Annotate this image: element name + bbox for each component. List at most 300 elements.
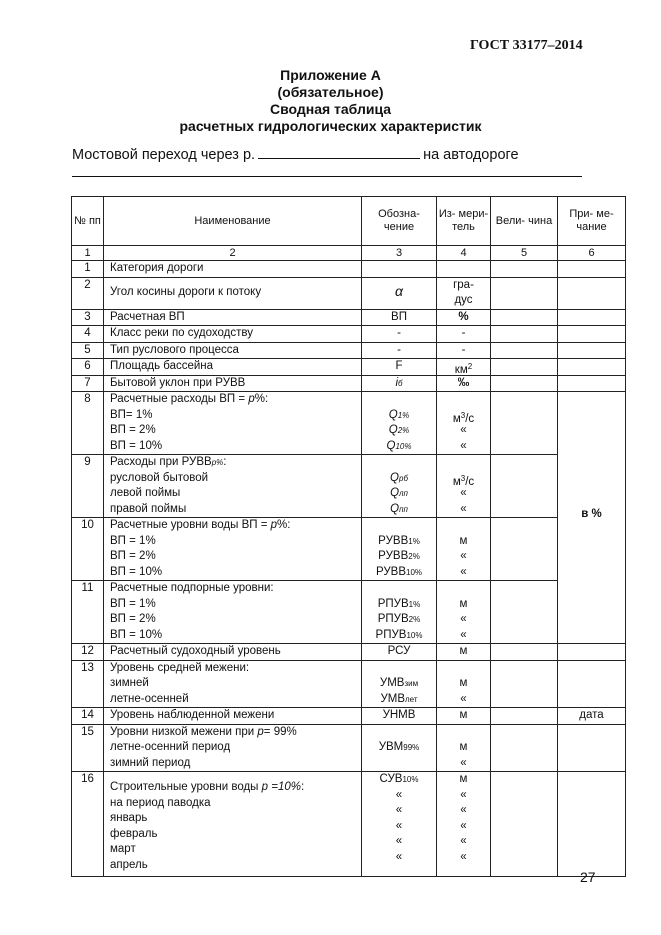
symbol-base: РПУВ <box>377 613 409 625</box>
row-value <box>491 309 558 326</box>
unit-text: « <box>460 788 467 801</box>
unit-base: % <box>458 310 469 323</box>
unit-text <box>437 486 490 502</box>
symbol-base: - <box>397 343 401 356</box>
symbol-subscript: лет <box>405 694 418 704</box>
row-name-subscript: p% <box>211 458 224 467</box>
symbol-subscript: 2% <box>397 426 410 435</box>
unit-text: дус <box>454 294 473 306</box>
row-name <box>104 277 362 309</box>
row-designation <box>362 342 437 359</box>
designation-symbol <box>362 502 436 518</box>
row-name <box>104 518 362 581</box>
unit-text <box>437 471 490 487</box>
symbol-base: - <box>397 327 401 339</box>
row-name-italic: p <box>257 725 264 738</box>
symbol-subscript: 10% <box>406 567 423 577</box>
row-spacer <box>437 518 490 534</box>
row-designation <box>362 518 437 581</box>
unit-text <box>437 676 490 692</box>
row-spacer <box>362 661 436 677</box>
row-note <box>558 724 626 772</box>
row-unit <box>437 342 491 359</box>
table-row <box>72 277 626 309</box>
row-designation <box>362 309 437 326</box>
row-designation <box>362 644 437 661</box>
row-value <box>491 455 558 518</box>
row-number: 1 <box>72 261 104 278</box>
row-name-text <box>110 518 361 534</box>
table-header-row <box>72 197 626 246</box>
row-number: 14 <box>72 708 104 725</box>
row-sub-label: ВП = 1% <box>110 597 156 610</box>
symbol-base: РПУВ <box>377 597 409 610</box>
symbol-subscript: 10% <box>406 630 423 640</box>
row-designation <box>362 581 437 644</box>
symbol-subscript: 10% <box>402 775 419 784</box>
row-spacer <box>362 725 436 741</box>
row-name-main: Угол косины дороги к потоку <box>110 285 262 298</box>
unit-base: м <box>459 677 468 689</box>
designation-symbol <box>362 408 436 424</box>
row-name-end: %: <box>277 519 291 531</box>
row-spacer <box>362 392 436 408</box>
row-unit <box>437 326 491 343</box>
designation-symbol <box>362 549 436 565</box>
unit-text: гра- <box>453 278 474 291</box>
row-value <box>491 375 558 392</box>
row-designation <box>362 660 437 708</box>
row-name <box>104 342 362 359</box>
unit-text <box>437 692 490 708</box>
row-value <box>491 518 558 581</box>
row-note <box>558 660 626 708</box>
symbol-base: Q <box>390 502 400 515</box>
unit-base: « <box>460 487 467 499</box>
symbol-base: α <box>395 282 403 299</box>
row-unit <box>437 644 491 661</box>
designation-symbol <box>362 423 436 439</box>
row-name <box>104 581 362 644</box>
column-number: 3 <box>362 246 437 261</box>
column-number: 6 <box>558 246 626 261</box>
unit-base: « <box>460 550 467 562</box>
designation-symbol <box>362 708 436 724</box>
appendix-title: Приложение А <box>280 67 381 83</box>
row-value <box>491 277 558 309</box>
row-value <box>491 772 558 877</box>
row-name-end: %: <box>254 393 269 405</box>
unit-text: « <box>460 819 467 832</box>
unit-text <box>437 310 490 326</box>
row-value <box>491 581 558 644</box>
row-note <box>558 342 626 359</box>
row-designation <box>362 392 437 455</box>
unit-text <box>437 565 490 581</box>
row-name-italic: p <box>270 519 278 531</box>
row-name-text <box>110 581 361 597</box>
row-name <box>104 392 362 455</box>
row-number: 10 <box>72 518 104 581</box>
unit-text <box>437 534 490 550</box>
designation-symbol <box>362 471 436 487</box>
symbol-base: УМВ <box>379 677 405 689</box>
column-number: 2 <box>104 246 362 261</box>
unit-text <box>437 408 490 424</box>
row-name-main: Бытовой уклон при РУВВ <box>110 376 246 389</box>
row-sub-label: февраль <box>110 827 158 840</box>
header-note: При- ме- чание <box>558 197 626 246</box>
unit-superscript: 2 <box>467 362 473 371</box>
row-name <box>104 359 362 376</box>
symbol-base: Q <box>390 471 399 484</box>
row-name-text <box>110 376 361 392</box>
designation-symbol <box>362 676 436 692</box>
row-name-text <box>110 278 361 301</box>
row-name <box>104 660 362 708</box>
row-name-main: Уровни низкой межени при <box>110 725 255 738</box>
designation-symbol <box>362 597 436 613</box>
header-designation: Обозна- чение <box>362 197 437 246</box>
row-unit <box>437 392 491 455</box>
row-name-end: : <box>223 456 227 468</box>
column-number-row <box>72 246 626 261</box>
row-unit <box>437 375 491 392</box>
unit-text <box>437 644 490 660</box>
designation-symbol <box>362 644 436 660</box>
unit-text <box>437 549 490 565</box>
row-note <box>558 261 626 278</box>
row-sub-label: ВП = 2% <box>110 424 156 436</box>
row-note <box>558 772 626 877</box>
row-sub-label: март <box>110 843 136 855</box>
designation-symbol <box>362 343 436 359</box>
row-note <box>558 309 626 326</box>
header-no: № пп <box>72 197 104 246</box>
row-number: 16 <box>72 772 104 877</box>
row-designation <box>362 326 437 343</box>
row-name-text <box>110 326 361 342</box>
unit-base: м <box>452 475 461 488</box>
row-note <box>558 644 626 661</box>
unit-text: « <box>460 804 467 816</box>
row-unit <box>437 724 491 772</box>
row-spacer <box>437 661 490 677</box>
unit-text: « <box>460 835 467 847</box>
row-designation <box>362 261 437 278</box>
row-number: 4 <box>72 326 104 343</box>
column-number: 1 <box>72 246 104 261</box>
symbol-subscript: 99% <box>403 743 420 752</box>
header-unit: Из- мери- тель <box>437 197 491 246</box>
designation-symbol <box>362 692 436 708</box>
row-designation <box>362 359 437 376</box>
row-name-text <box>110 708 361 724</box>
symbol-subscript: лп <box>399 489 408 498</box>
row-name-text <box>110 359 361 375</box>
designation-symbol: « <box>395 788 403 801</box>
table-row <box>72 660 626 708</box>
row-name-text <box>110 661 361 677</box>
row-unit <box>437 581 491 644</box>
designation-symbol <box>362 565 436 581</box>
table-row <box>72 309 626 326</box>
unit-base: м <box>459 534 468 547</box>
symbol-base: РУВВ <box>375 565 407 578</box>
unit-text <box>437 502 490 518</box>
row-sub-label: на период паводка <box>110 796 211 809</box>
row-unit <box>437 261 491 278</box>
unit-base: « <box>460 439 467 452</box>
table-title: Сводная таблица <box>269 101 392 117</box>
unit-base: - <box>461 343 466 356</box>
unit-text <box>437 756 490 772</box>
subject-middle: на автодороге <box>423 147 519 163</box>
row-sub-label: зимней <box>110 677 149 689</box>
row-sub-label: летне-осенний период <box>110 741 231 753</box>
designation-symbol: « <box>395 835 403 847</box>
symbol-subscript: 1% <box>397 410 410 420</box>
standard-number: ГОСТ 33177–2014 <box>470 38 583 53</box>
symbol-subscript: 2% <box>408 615 421 624</box>
row-note: дата <box>558 708 626 725</box>
row-number: 7 <box>72 375 104 392</box>
row-name-main: Расчетная ВП <box>110 310 185 323</box>
row-name <box>104 309 362 326</box>
symbol-base: УНМВ <box>382 709 416 721</box>
row-name <box>104 326 362 343</box>
symbol-subscript: 2% <box>408 552 420 561</box>
symbol-subscript: зим <box>404 679 419 688</box>
row-name-text <box>110 644 361 660</box>
symbol-base: ВП <box>391 310 407 323</box>
symbol-subscript: 1% <box>408 599 421 609</box>
row-sub-label: ВП = 10% <box>110 565 163 578</box>
table-subtitle: расчетных гидрологических характеристик <box>179 118 482 134</box>
unit-base: м <box>452 412 461 425</box>
unit-text <box>437 628 490 644</box>
row-sub-label: ВП = 1% <box>110 534 156 547</box>
row-name <box>104 772 362 877</box>
table-row <box>72 708 626 725</box>
row-spacer <box>362 455 436 471</box>
row-name-main: Расчетные подпорные уровни: <box>110 582 274 594</box>
row-designation <box>362 708 437 725</box>
row-number: 13 <box>72 660 104 708</box>
symbol-base: УМВ <box>380 692 406 705</box>
row-name <box>104 261 362 278</box>
row-number: 2 <box>72 277 104 309</box>
row-sub-label: зимний период <box>110 756 191 769</box>
row-value <box>491 326 558 343</box>
row-value <box>491 261 558 278</box>
row-sub-label: ВП = 10% <box>110 628 163 641</box>
row-sub-label: летне-осенней <box>110 692 189 705</box>
subject-prefix: Мостовой переход через р. <box>72 147 256 163</box>
symbol-subscript: б <box>398 378 403 388</box>
symbol-subscript: рб <box>399 473 408 483</box>
row-spacer <box>362 518 436 534</box>
row-value <box>491 724 558 772</box>
row-spacer <box>362 581 436 597</box>
page-number: 27 <box>580 869 596 885</box>
unit-text <box>437 423 490 439</box>
table-row <box>72 518 626 581</box>
appendix-status: (обязательное) <box>277 84 384 100</box>
table-row <box>72 359 626 376</box>
row-sub-label: русловой бытовой <box>110 471 209 484</box>
row-number: 6 <box>72 359 104 376</box>
symbol-base: i <box>395 376 399 389</box>
designation-symbol: « <box>395 804 403 816</box>
row-designation <box>362 724 437 772</box>
row-sub-label: ВП= 1% <box>110 408 153 421</box>
symbol-base: РПУВ <box>375 628 407 641</box>
unit-text <box>437 326 490 342</box>
row-unit <box>437 309 491 326</box>
row-name-main: Категория дороги <box>110 262 204 274</box>
table-row <box>72 392 626 455</box>
row-name-main: Строительные уровни воды <box>110 781 259 793</box>
row-spacer <box>437 455 490 471</box>
table-row <box>72 772 626 877</box>
row-number: 8 <box>72 392 104 455</box>
row-unit <box>437 772 491 877</box>
row-spacer <box>437 581 490 597</box>
designation-symbol <box>362 628 436 644</box>
table-row <box>72 581 626 644</box>
designation-symbol <box>362 486 436 502</box>
row-name-main: Расходы при РУВВ <box>110 456 212 468</box>
unit-base: ‰ <box>457 376 470 389</box>
row-unit <box>437 518 491 581</box>
row-value <box>491 342 558 359</box>
unit-superscript: 3 <box>460 410 466 420</box>
header-value: Вели- чина <box>491 197 558 246</box>
unit-base: « <box>460 424 467 436</box>
row-name <box>104 455 362 518</box>
symbol-base: РУВВ <box>378 534 409 547</box>
row-name-main: Уровень средней межени: <box>110 661 250 674</box>
unit-text <box>437 740 490 756</box>
row-name-end: = 99% <box>263 725 297 738</box>
row-name-main: Площадь бассейна <box>110 360 214 372</box>
row-name-text <box>110 343 361 359</box>
row-name-text <box>110 455 361 471</box>
unit-base: м <box>459 645 468 657</box>
designation-symbol <box>362 756 436 772</box>
subject-line-text <box>72 144 519 163</box>
unit-text <box>437 708 490 724</box>
column-number: 5 <box>491 246 558 261</box>
row-name-text <box>110 310 361 326</box>
row-note <box>558 375 626 392</box>
row-spacer <box>110 772 361 780</box>
row-name <box>104 708 362 725</box>
symbol-subscript: пп <box>399 504 408 514</box>
row-unit <box>437 455 491 518</box>
unit-end: /с <box>465 412 475 425</box>
row-note <box>558 392 626 644</box>
symbol-subscript: 1% <box>408 536 420 546</box>
row-note <box>558 326 626 343</box>
unit-end: /с <box>465 475 475 488</box>
row-value <box>491 392 558 455</box>
row-name-main: Уровень наблюденной межени <box>110 709 275 721</box>
row-spacer <box>437 725 490 741</box>
unit-text <box>437 439 490 455</box>
symbol-base: Q <box>388 408 398 421</box>
row-sub-label: апрель <box>110 858 148 871</box>
symbol-base: РСУ <box>387 645 411 657</box>
unit-text <box>437 359 490 375</box>
row-sub-label: январь <box>110 812 148 824</box>
row-note <box>558 359 626 376</box>
designation-symbol <box>362 534 436 550</box>
column-number: 4 <box>437 246 491 261</box>
designation-symbol <box>362 326 436 342</box>
row-value <box>491 660 558 708</box>
row-name <box>104 644 362 661</box>
designation-symbol <box>362 359 436 375</box>
unit-base: « <box>460 692 467 705</box>
row-name <box>104 375 362 392</box>
row-number: 12 <box>72 644 104 661</box>
hydrology-table <box>71 196 626 877</box>
table-row <box>72 326 626 343</box>
unit-base: м <box>459 741 468 753</box>
row-number: 3 <box>72 309 104 326</box>
unit-superscript: 3 <box>460 473 466 483</box>
road-name-blank <box>72 176 582 177</box>
row-name-end: : <box>300 781 305 793</box>
unit-base: « <box>460 756 467 769</box>
row-name-italic: p =10% <box>261 781 301 793</box>
unit-text: « <box>460 850 467 863</box>
table-row <box>72 644 626 661</box>
row-name-main: Расчетный судоходный уровень <box>110 645 281 657</box>
symbol-base: F <box>395 360 403 372</box>
unit-base: км <box>454 364 468 376</box>
row-unit <box>437 708 491 725</box>
designation-symbol <box>362 278 436 300</box>
designation-symbol <box>362 439 436 455</box>
row-number: 9 <box>72 455 104 518</box>
row-name-main: Расчетные расходы ВП = <box>110 393 246 405</box>
river-name-blank <box>258 144 420 159</box>
designation-symbol: « <box>395 850 403 863</box>
designation-symbol <box>362 612 436 628</box>
unit-text <box>437 597 490 613</box>
symbol-base: УВМ <box>378 741 404 753</box>
designation-symbol <box>362 772 436 788</box>
symbol-base: РУВВ <box>378 550 409 562</box>
unit-text <box>437 612 490 628</box>
symbol-subscript: 10% <box>395 441 412 451</box>
row-sub-label: ВП = 2% <box>110 550 156 562</box>
symbol-base: Q <box>386 439 396 452</box>
unit-base: « <box>460 628 467 641</box>
row-number: 11 <box>72 581 104 644</box>
unit-text <box>437 343 490 359</box>
unit-text <box>437 376 490 392</box>
row-unit <box>437 660 491 708</box>
unit-base: - <box>461 327 466 339</box>
row-value <box>491 708 558 725</box>
table-row <box>72 375 626 392</box>
designation-symbol <box>362 376 436 392</box>
table-row <box>72 261 626 278</box>
